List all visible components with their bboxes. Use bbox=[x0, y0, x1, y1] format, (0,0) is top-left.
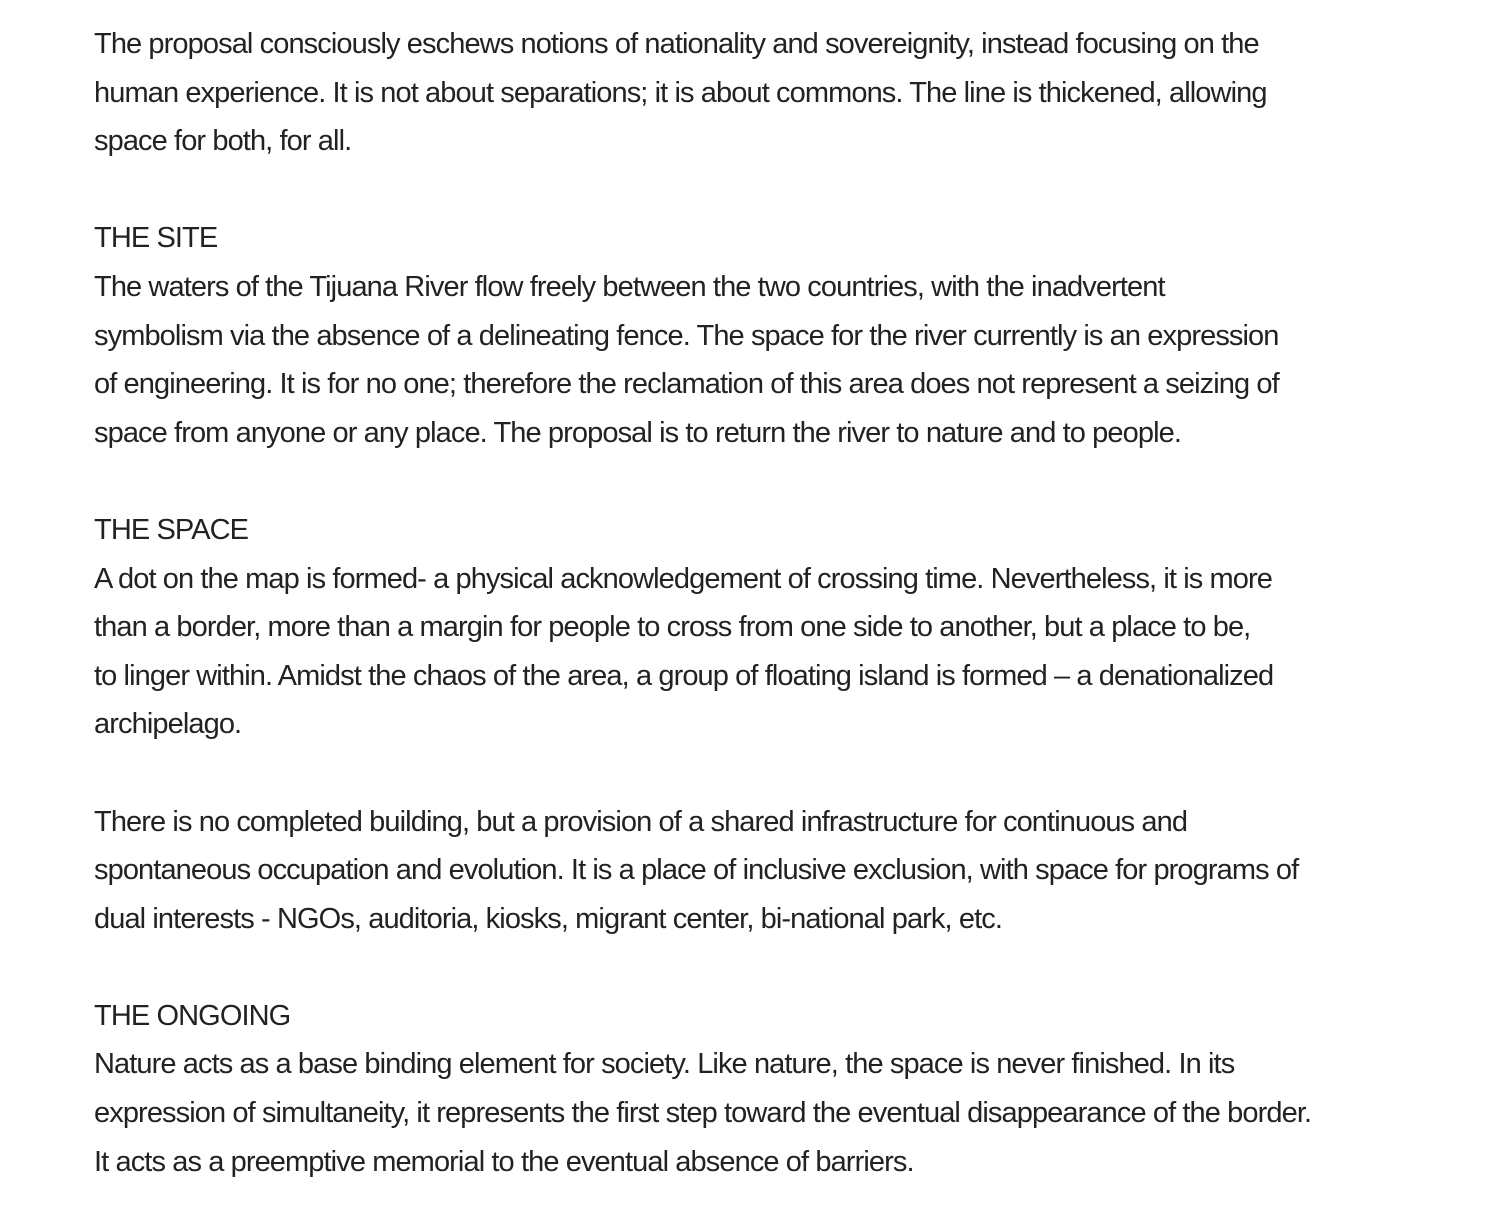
paragraph-line: expression of simultaneity, it represents the first step toward the eventual disappearance of the border. bbox=[94, 1097, 1312, 1130]
section-gap bbox=[94, 457, 1434, 506]
section-gap bbox=[94, 943, 1434, 992]
heading-text: THE ONGOING bbox=[94, 999, 291, 1032]
space-paragraph bbox=[94, 555, 1434, 749]
site-paragraph bbox=[94, 263, 1434, 457]
section-site bbox=[94, 214, 1434, 457]
paragraph-line: archipelago. bbox=[94, 708, 242, 741]
section-gap bbox=[94, 166, 1434, 215]
paragraph-line: There is no completed building, but a provision of a shared infrastructure for continuous and bbox=[94, 805, 1188, 838]
paragraph-line: dual interests - NGOs, auditoria, kiosks, migrant center, bi-national park, etc. bbox=[94, 902, 1002, 935]
section-heading bbox=[94, 506, 1434, 555]
document-body bbox=[94, 20, 1434, 1186]
section-ongoing bbox=[94, 992, 1434, 1186]
section-gap bbox=[94, 749, 1434, 798]
paragraph-line: symbolism via the absence of a delineating fence. The space for the river currently is an expression bbox=[94, 319, 1279, 352]
section-space bbox=[94, 506, 1434, 749]
paragraph-line: to linger within. Amidst the chaos of the area, a group of floating island is formed – a denationalized bbox=[94, 659, 1274, 692]
paragraph-line: space for both, for all. bbox=[94, 125, 352, 158]
paragraph-line: The proposal consciously eschews notions of nationality and sovereignity, instead focusing on the bbox=[94, 28, 1259, 60]
paragraph-line: spontaneous occupation and evolution. It is a place of inclusive exclusion, with space for programs of bbox=[94, 854, 1299, 887]
paragraph-line: than a border, more than a margin for people to cross from one side to another, but a place to be, bbox=[94, 611, 1251, 644]
heading-text: THE SITE bbox=[94, 222, 218, 255]
intro-paragraph bbox=[94, 20, 1434, 166]
paragraph-line: space from anyone or any place. The proposal is to return the river to nature and to people. bbox=[94, 416, 1182, 449]
paragraph-line: The waters of the Tijuana River flow freely between the two countries, with the inadvertent bbox=[94, 270, 1165, 303]
ongoing-paragraph bbox=[94, 1040, 1434, 1186]
paragraph-line: A dot on the map is formed- a physical acknowledgement of crossing time. Nevertheless, it is more bbox=[94, 562, 1272, 595]
section-heading bbox=[94, 992, 1434, 1041]
paragraph-line: human experience. It is not about separations; it is about commons. The line is thickened, allowing bbox=[94, 76, 1267, 109]
paragraph-line: Nature acts as a base binding element for society. Like nature, the space is never finished. In its bbox=[94, 1048, 1235, 1081]
paragraph-line: It acts as a preemptive memorial to the eventual absence of barriers. bbox=[94, 1145, 914, 1178]
heading-text: THE SPACE bbox=[94, 513, 249, 546]
paragraph-line: of engineering. It is for no one; therefore the reclamation of this area does not represent a seizing of bbox=[94, 368, 1279, 401]
infrastructure-paragraph bbox=[94, 798, 1434, 944]
section-heading bbox=[94, 214, 1434, 263]
